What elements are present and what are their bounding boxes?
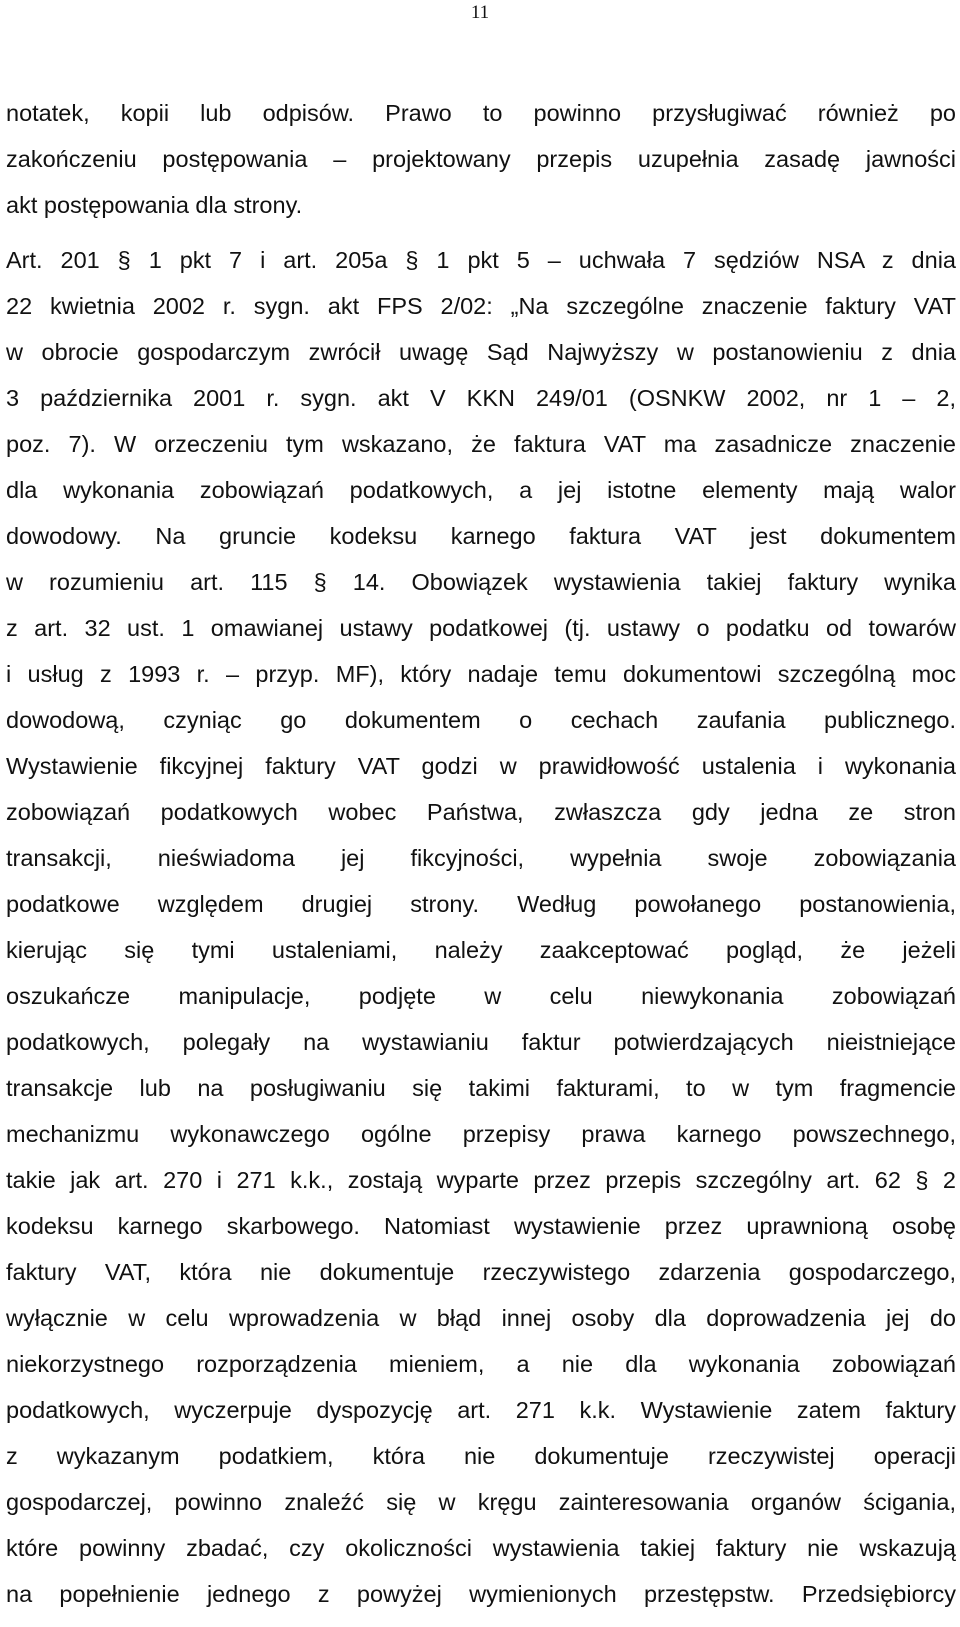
paragraph-continuation [6, 90, 956, 228]
text-line: w rozumieniu art. 115 § 14. Obowiązek wystawienia takiej faktury wynika [6, 569, 956, 595]
text-line: Wystawienie fikcyjnej faktury VAT godzi w prawidłowość ustalenia i wykonania [6, 753, 956, 779]
text-line: podatkowych, polegały na wystawianiu faktur potwierdzających nieistniejące [6, 1029, 956, 1055]
text-line: mechanizmu wykonawczego ogólne przepisy prawa karnego powszechnego, [6, 1121, 956, 1147]
text-line: transakcji, nieświadoma jej fikcyjności, wypełnia swoje zobowiązania [6, 845, 956, 871]
text-line: z wykazanym podatkiem, która nie dokumentuje rzeczywistej operacji [6, 1443, 956, 1469]
text-line: faktury VAT, która nie dokumentuje rzeczywistego zdarzenia gospodarczego, [6, 1259, 956, 1285]
text-line: i usług z 1993 r. – przyp. MF), który nadaje temu dokumentowi szczególną moc [6, 661, 956, 687]
text-line: w obrocie gospodarczym zwrócił uwagę Sąd Najwyższy w postanowieniu z dnia [6, 339, 956, 365]
text-line: podatkowych, wyczerpuje dyspozycję art. 271 k.k. Wystawienie zatem faktury [6, 1397, 956, 1423]
text-line: 22 kwietnia 2002 r. sygn. akt FPS 2/02: „Na szczególne znaczenie faktury VAT [6, 293, 956, 319]
text-line: na popełnienie jednego z powyżej wymienionych przestępstw. Przedsiębiorcy [6, 1581, 956, 1607]
text-line: oszukańcze manipulacje, podjęte w celu niewykonania zobowiązań [6, 983, 956, 1009]
text-line: kierując się tymi ustaleniami, należy zaakceptować pogląd, że jeżeli [6, 937, 956, 963]
text-line: dowodową, czyniąc go dokumentem o cechach zaufania publicznego. [6, 707, 956, 733]
text-line: kodeksu karnego skarbowego. Natomiast wystawienie przez uprawnioną osobę [6, 1213, 956, 1239]
text-line: które powinny zbadać, czy okoliczności wystawienia takiej faktury nie wskazują [6, 1535, 956, 1561]
paragraph-art-201 [6, 237, 956, 1617]
text-line: z art. 32 ust. 1 omawianej ustawy podatkowej (tj. ustawy o podatku od towarów [6, 615, 956, 641]
text-line: zobowiązań podatkowych wobec Państwa, zwłaszcza gdy jedna ze stron [6, 799, 956, 825]
text-line: poz. 7). W orzeczeniu tym wskazano, że faktura VAT ma zasadnicze znaczenie [6, 431, 956, 457]
page-number: 11 [470, 2, 490, 23]
text-line: takie jak art. 270 i 271 k.k., zostają wyparte przez przepis szczególny art. 62 § 2 [6, 1167, 956, 1193]
text-line: transakcje lub na posługiwaniu się takimi fakturami, to w tym fragmencie [6, 1075, 956, 1101]
text-line: Art. 201 § 1 pkt 7 i art. 205a § 1 pkt 5 – uchwała 7 sędziów NSA z dnia [6, 247, 956, 273]
text-line: akt postępowania dla strony. [6, 192, 303, 218]
text-line: podatkowe względem drugiej strony. Według powołanego postanowienia, [6, 891, 956, 917]
text-line: niekorzystnego rozporządzenia mieniem, a nie dla wykonania zobowiązań [6, 1351, 956, 1377]
text-line: zakończeniu postępowania – projektowany przepis uzupełnia zasadę jawności [6, 146, 956, 172]
text-line: dla wykonania zobowiązań podatkowych, a jej istotne elementy mają walor [6, 477, 956, 503]
text-line: gospodarczej, powinno znaleźć się w kręgu zainteresowania organów ścigania, [6, 1489, 956, 1515]
text-line: dowodowy. Na gruncie kodeksu karnego faktura VAT jest dokumentem [6, 523, 956, 549]
text-line: notatek, kopii lub odpisów. Prawo to powinno przysługiwać również po [6, 100, 956, 126]
text-line: wyłącznie w celu wprowadzenia w błąd innej osoby dla doprowadzenia jej do [6, 1305, 956, 1331]
text-line: 3 października 2001 r. sygn. akt V KKN 249/01 (OSNKW 2002, nr 1 – 2, [6, 385, 956, 411]
